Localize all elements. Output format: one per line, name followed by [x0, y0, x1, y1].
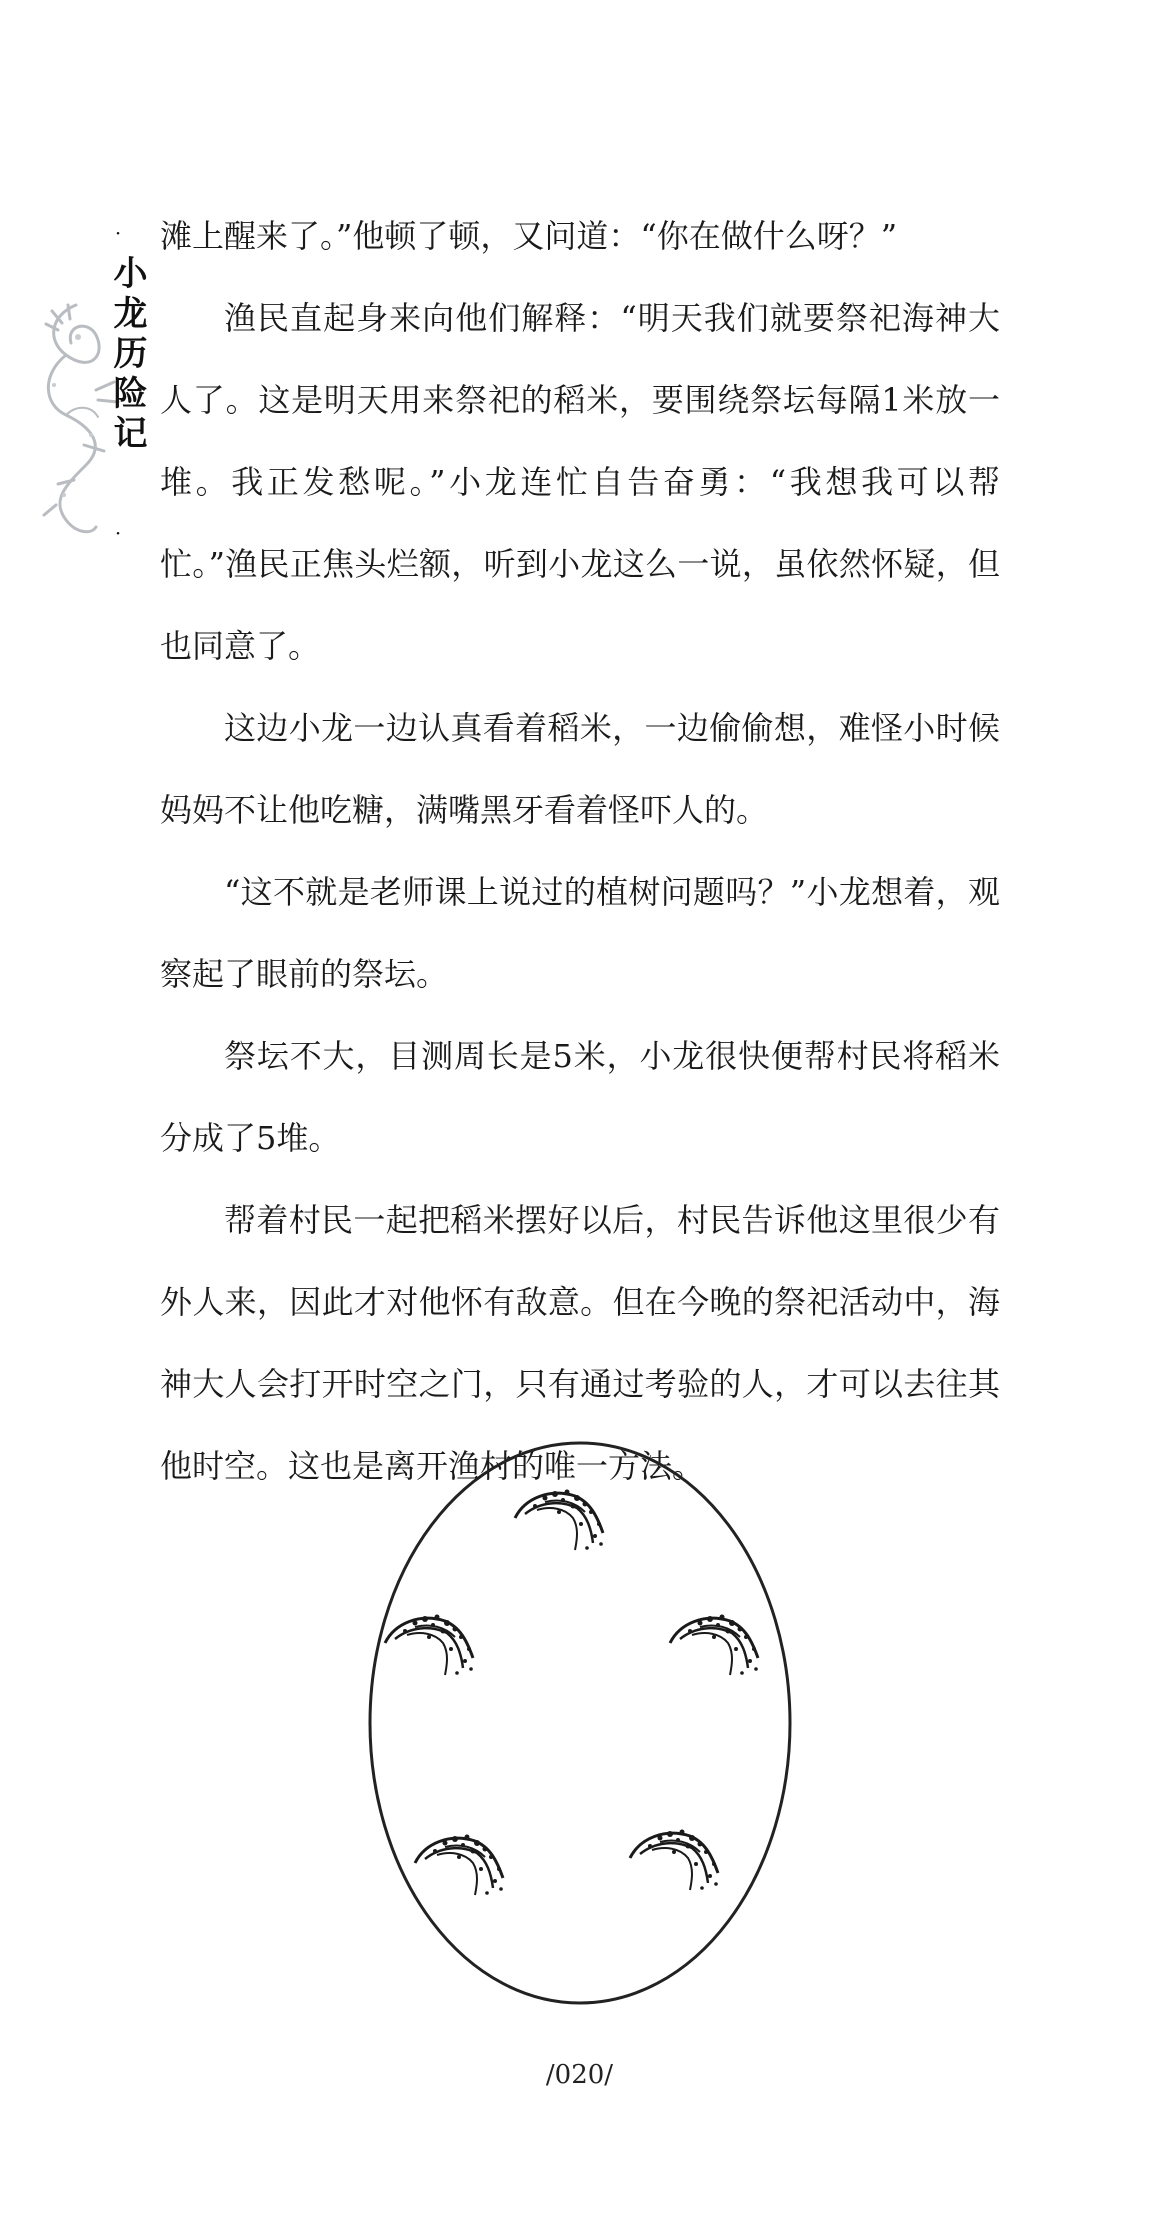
page-number: /020/ — [545, 2060, 614, 2090]
paragraph: 祭坛不大，目测周长是5米，小龙很快便帮村民将稻米分成了5堆。 — [160, 1037, 1000, 1157]
rice-pile — [630, 1830, 718, 1891]
rice-pile — [385, 1615, 473, 1676]
rice-pile — [415, 1835, 503, 1896]
paragraph: 帮着村民一起把稻米摆好以后，村民告诉他这里很少有外人来，因此才对他怀有敌意。但在今晚的祭祀活动中，海神大人会打开时空之门，只有通过考验的人，才可以去往其他时空。这也是离开渔村的唯一方法。 — [160, 1201, 1000, 1485]
paragraph: 这边小龙一边认真看着稻米，一边偷偷想，难怪小时候妈妈不让他吃糖，满嘴黑牙看着怪吓人的。 — [160, 709, 1000, 829]
book-title: 小龙历险记 — [107, 255, 147, 455]
paragraph: 渔民直起身来向他们解释：“明天我们就要祭祀海神大人了。这是明天用来祭祀的稻米，要围绕祭坛每隔1米放一堆。我正发愁呢。”小龙连忙自告奋勇：“我想我可以帮忙。”渔民正焦头烂额，听到小龙这么一说，虽依然怀疑，但也同意了。 — [160, 299, 1000, 665]
altar-oval — [370, 1443, 790, 2003]
side-title — [36, 205, 176, 565]
body-text — [160, 195, 1000, 1507]
rice-pile — [515, 1490, 603, 1551]
title-dot-top: · — [114, 221, 122, 245]
rice-pile — [670, 1615, 758, 1676]
paragraph: “这不就是老师课上说过的植树问题吗？”小龙想着，观察起了眼前的祭坛。 — [160, 873, 1000, 993]
title-dot-bottom: · — [114, 521, 122, 545]
paragraph: 滩上醒来了。”他顿了顿，又问道：“你在做什么呀？” — [160, 217, 898, 255]
altar-illustration — [360, 1438, 800, 2008]
